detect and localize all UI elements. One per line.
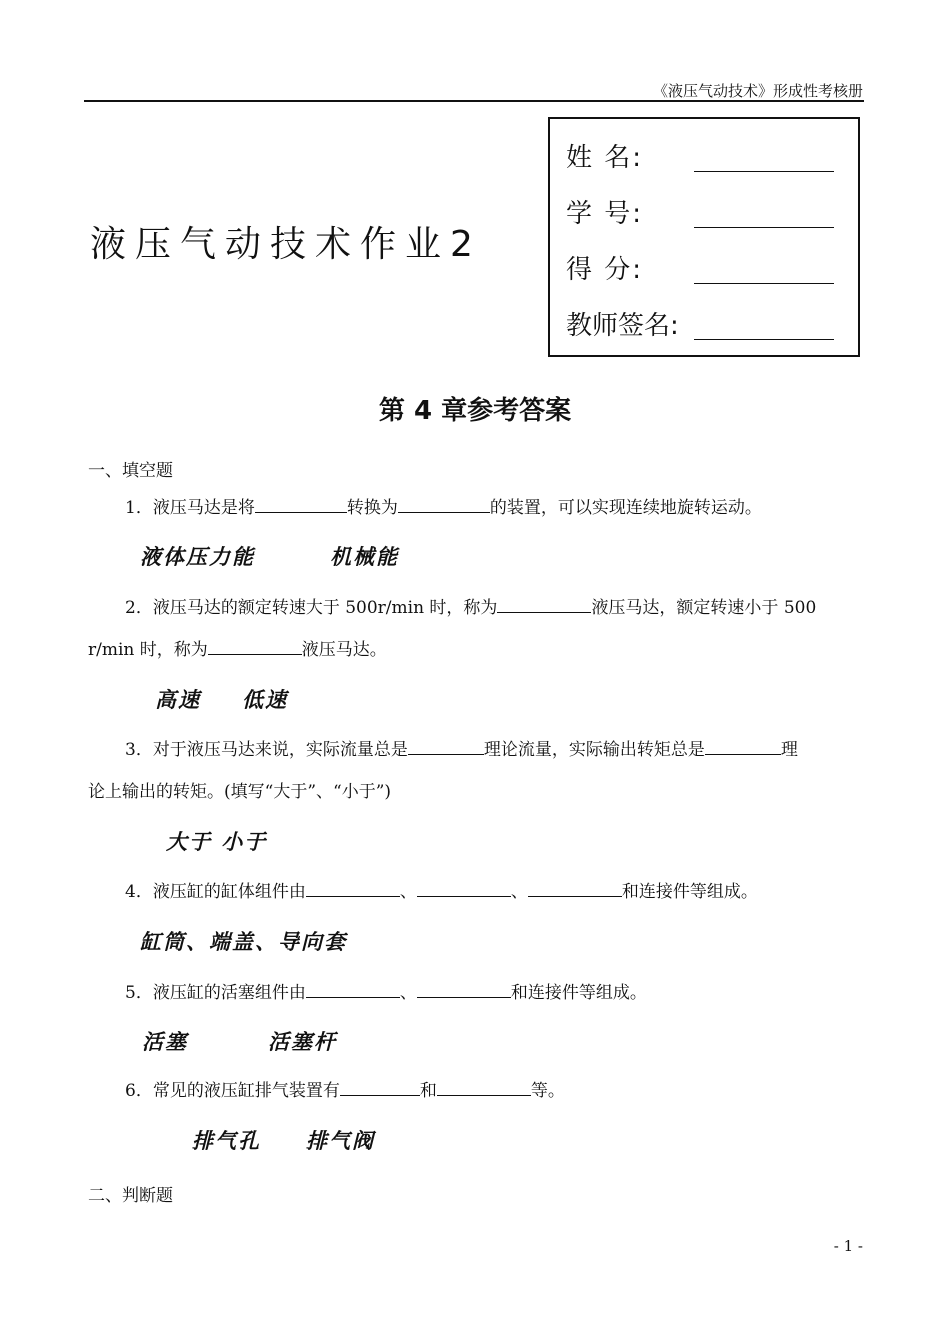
q6-blank-1[interactable] xyxy=(340,1077,420,1096)
q5-text-1: 5．液压缸的活塞组件由 xyxy=(125,983,306,1003)
q4-sep-2: 、 xyxy=(510,882,528,902)
q3-blank-2[interactable] xyxy=(705,736,781,755)
q2-blank-2[interactable] xyxy=(208,636,302,655)
q5-blank-2[interactable] xyxy=(417,979,511,998)
q2-text-3: r/min 时，称为 xyxy=(88,640,208,660)
q3-answer: 大于 小于 xyxy=(166,829,268,854)
score-label: 得 分: xyxy=(566,255,644,285)
q3-text-4: 论上输出的转矩。(填写“大于”、“小于”) xyxy=(88,782,392,802)
q4-answer: 缸筒、端盖、导向套 xyxy=(140,929,347,954)
q2-answer-1: 高速 xyxy=(155,687,201,712)
q1-blank-2[interactable] xyxy=(398,494,490,513)
name-blank[interactable] xyxy=(694,143,834,172)
teacher-blank[interactable] xyxy=(694,311,834,340)
question-5 xyxy=(88,972,864,1014)
q1-text-3: 的装置，可以实现连续地旋转运动。 xyxy=(489,498,762,518)
q6-text-1: 6．常见的液压缸排气装置有 xyxy=(125,1081,340,1101)
q3-text-2: 理论流量，实际输出转矩总是 xyxy=(483,740,705,760)
section-fill-in-heading: 一、填空题 xyxy=(88,461,173,481)
running-header: 《液压气动技术》形成性考核册 xyxy=(652,82,863,100)
q4-blank-3[interactable] xyxy=(528,878,622,897)
q6-text-2: 和 xyxy=(419,1081,437,1101)
teacher-label: 教师签名: xyxy=(566,311,679,341)
q1-answer-1: 液体压力能 xyxy=(140,544,255,569)
q1-answer-2: 机械能 xyxy=(330,544,399,569)
q2-text-2: 液压马达，额定转速小于 500 xyxy=(591,598,817,618)
q1-text-2: 转换为 xyxy=(346,498,398,518)
question-2 xyxy=(88,587,864,671)
q2-text-4: 液压马达。 xyxy=(301,640,387,660)
question-3 xyxy=(88,729,864,813)
q3-text-1: 3．对于液压马达来说，实际流量总是 xyxy=(125,740,408,760)
q4-sep-1: 、 xyxy=(399,882,417,902)
score-blank[interactable] xyxy=(694,255,834,284)
section-true-false-heading: 二、判断题 xyxy=(88,1186,173,1206)
question-6 xyxy=(88,1070,864,1112)
q3-text-3: 理 xyxy=(780,740,798,760)
question-1 xyxy=(88,487,864,529)
page-number: - 1 - xyxy=(833,1237,863,1255)
q4-blank-2[interactable] xyxy=(417,878,511,897)
name-label: 姓 名: xyxy=(566,143,644,173)
q1-text-1: 1．液压马达是将 xyxy=(125,498,255,518)
q6-answer-1: 排气孔 xyxy=(192,1128,261,1153)
q2-blank-1[interactable] xyxy=(497,594,591,613)
student-info-box xyxy=(548,117,860,357)
teacher-row xyxy=(566,305,679,342)
q2-answer-2: 低速 xyxy=(242,687,288,712)
id-blank[interactable] xyxy=(694,199,834,228)
q5-sep-1: 、 xyxy=(399,983,417,1003)
q5-blank-1[interactable] xyxy=(306,979,400,998)
id-row xyxy=(566,193,643,230)
q6-text-3: 等。 xyxy=(530,1081,565,1101)
id-label: 学 号: xyxy=(566,199,644,229)
q1-blank-1[interactable] xyxy=(255,494,347,513)
question-4 xyxy=(88,871,864,913)
q3-blank-1[interactable] xyxy=(408,736,484,755)
chapter-title: 第 4 章参考答案 xyxy=(378,396,572,426)
score-row xyxy=(566,249,643,286)
q2-text-1: 2．液压马达的额定转速大于 500r/min 时，称为 xyxy=(125,598,498,618)
header-rule xyxy=(84,100,864,102)
assignment-title: 液压气动技术作业2 xyxy=(90,224,482,265)
q6-blank-2[interactable] xyxy=(437,1077,531,1096)
q4-blank-1[interactable] xyxy=(306,878,400,897)
q5-answer-2: 活塞杆 xyxy=(268,1029,337,1054)
q4-text-2: 和连接件等组成。 xyxy=(621,882,758,902)
name-row xyxy=(566,137,643,174)
q5-text-2: 和连接件等组成。 xyxy=(510,983,647,1003)
q4-text-1: 4．液压缸的缸体组件由 xyxy=(125,882,306,902)
q5-answer-1: 活塞 xyxy=(142,1029,188,1054)
q6-answer-2: 排气阀 xyxy=(306,1128,375,1153)
